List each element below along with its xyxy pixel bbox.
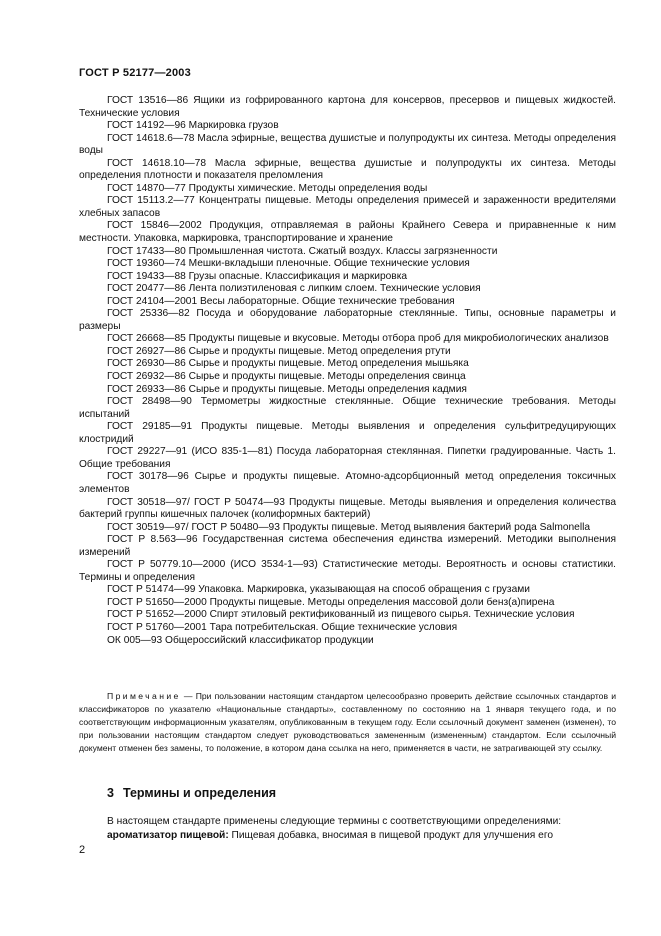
reference-item: ГОСТ 30518—97/ ГОСТ Р 50474—93 Продукты пищевые. Методы выявления и определения количества бактерий группы кишечных палочек (колиформных бактерий) [79,496,616,521]
reference-item: ГОСТ 26668—85 Продукты пищевые и вкусовые. Методы отбора проб для микробиологических анализов [107,333,609,345]
section-title: Термины и определения [122,786,277,800]
definition-text: Пищевая добавка, вносимая в пищевой продукт для улучшения его [228,829,553,841]
reference-item: ГОСТ 28498—90 Термометры жидкостные стеклянные. Общие технические требования. Методы испытаний [79,396,616,420]
page-number: 2 [79,844,86,856]
reference-item: ГОСТ 19433—88 Грузы опасные. Классификация и маркировка [107,270,408,282]
reference-item: ГОСТ 17433—80 Промышленная чистота. Сжатый воздух. Классы загрязненности [107,245,498,257]
reference-item: ГОСТ 26932—86 Сырье и продукты пищевые. Методы определения свинца [107,371,466,383]
note-block [79,690,616,755]
reference-item: ГОСТ 26927—86 Сырье и продукты пищевые. Метод определения ртути [107,345,451,357]
normative-references-list [79,95,616,647]
reference-item: ГОСТ Р 50779.10—2000 (ИСО 3534-1—93) Статистические методы. Вероятность и основы статистики. Термины и определения [79,559,616,583]
reference-item: ГОСТ 14870—77 Продукты химические. Методы определения воды [107,182,428,194]
reference-item: ГОСТ 30178—96 Сырье и продукты пищевые. Атомно-адсорбционный метод определения токсичных элементов [79,471,616,495]
reference-item: ГОСТ 29227—91 (ИСО 835-1—81) Посуда лабораторная стеклянная. Пипетки градуированные. Часть 1. Общие требования [79,446,616,470]
reference-item: ГОСТ 30519—97/ ГОСТ Р 50480—93 Продукты пищевые. Метод выявления бактерий рода Salmonella [107,521,591,533]
reference-item: ГОСТ 20477—86 Лента полиэтиленовая с липким слоем. Технические условия [107,283,481,295]
section-intro: В настоящем стандарте применены следующие термины с соответствующими определениями: [107,816,562,827]
reference-item: ГОСТ 15113.2—77 Концентраты пищевые. Методы определения примесей и зараженности вредителями хлебных запасов [79,195,616,219]
reference-item: ГОСТ 19360—74 Мешки-вкладыши пленочные. Общие технические условия [107,258,470,270]
reference-item: ГОСТ 14192—96 Маркировка грузов [107,120,279,132]
note-paragraph [79,690,616,755]
reference-item: ГОСТ 25336—82 Посуда и оборудование лабораторные стеклянные. Типы, основные параметры и размеры [79,308,616,332]
note-text: — При пользовании настоящим стандартом целесообразно проверить действие ссылочных стандартов и классификаторов по указателю «Национальные стандарты», составленному по состоянию на 1 января текущего года, и по соответствующим информационным указателям, опубликованным в текущем году. Если ссылочный документ заменен (изменен), то при пользовании настоящим стандартом следует руководствоваться замененным (измененным) стандартом. Если ссылочный документ отменен без замены, то положение, в котором дана ссылка на него, применяется в части, не затрагивающей эту ссылку. [79,691,616,753]
reference-item: ГОСТ Р 51652—2000 Спирт этиловый ректификованный из пищевого сырья. Технические условия [107,609,575,621]
reference-item: ОК 005—93 Общероссийский классификатор продукции [107,634,374,646]
reference-item: ГОСТ 14618.6—78 Масла эфирные, вещества душистые и полупродукты их синтеза. Методы определения воды [79,132,616,157]
reference-item: ГОСТ Р 51760—2001 Тара потребительская. Общие технические условия [107,621,458,633]
section-body [79,815,616,842]
definition-paragraph [79,829,616,843]
note-label: Примечание [107,691,181,701]
reference-item: ГОСТ 14618.10—78 Масла эфирные, вещества душистые и полупродукты их синтеза. Методы определения плотности и показателя преломления [79,157,616,182]
reference-item: ГОСТ 29185—91 Продукты пищевые. Методы выявления и определения сульфитредуцирующих клостридий [79,421,616,445]
reference-item: ГОСТ 15846—2002 Продукция, отправляемая в районы Крайнего Севера и приравненные к ним местности. Упаковка, маркировка, транспортирование и хранение [79,220,616,245]
definition-term: ароматизатор пищевой: [107,829,229,841]
reference-item: ГОСТ Р 8.563—96 Государственная система обеспечения единства измерений. Методики выполнения измерений [79,534,616,558]
reference-item: ГОСТ 13516—86 Ящики из гофрированного картона для консервов, пресервов и пищевых жидкостей. Технические условия [79,95,616,119]
section-heading [107,786,276,800]
reference-item: ГОСТ 26933—86 Сырье и продукты пищевые. Методы определения кадмия [107,383,467,395]
reference-item: ГОСТ Р 51474—99 Упаковка. Маркировка, указывающая на способ обращения с грузами [107,584,530,596]
document-header: ГОСТ Р 52177—2003 [79,67,191,79]
section-number: 3 [107,786,114,800]
reference-item: ГОСТ 26930—86 Сырье и продукты пищевые. Метод определения мышьяка [107,358,469,370]
reference-item: ГОСТ 24104—2001 Весы лабораторные. Общие технические требования [107,295,455,307]
reference-item: ГОСТ Р 51650—2000 Продукты пищевые. Методы определения массовой доли бенз(а)пирена [107,596,555,608]
